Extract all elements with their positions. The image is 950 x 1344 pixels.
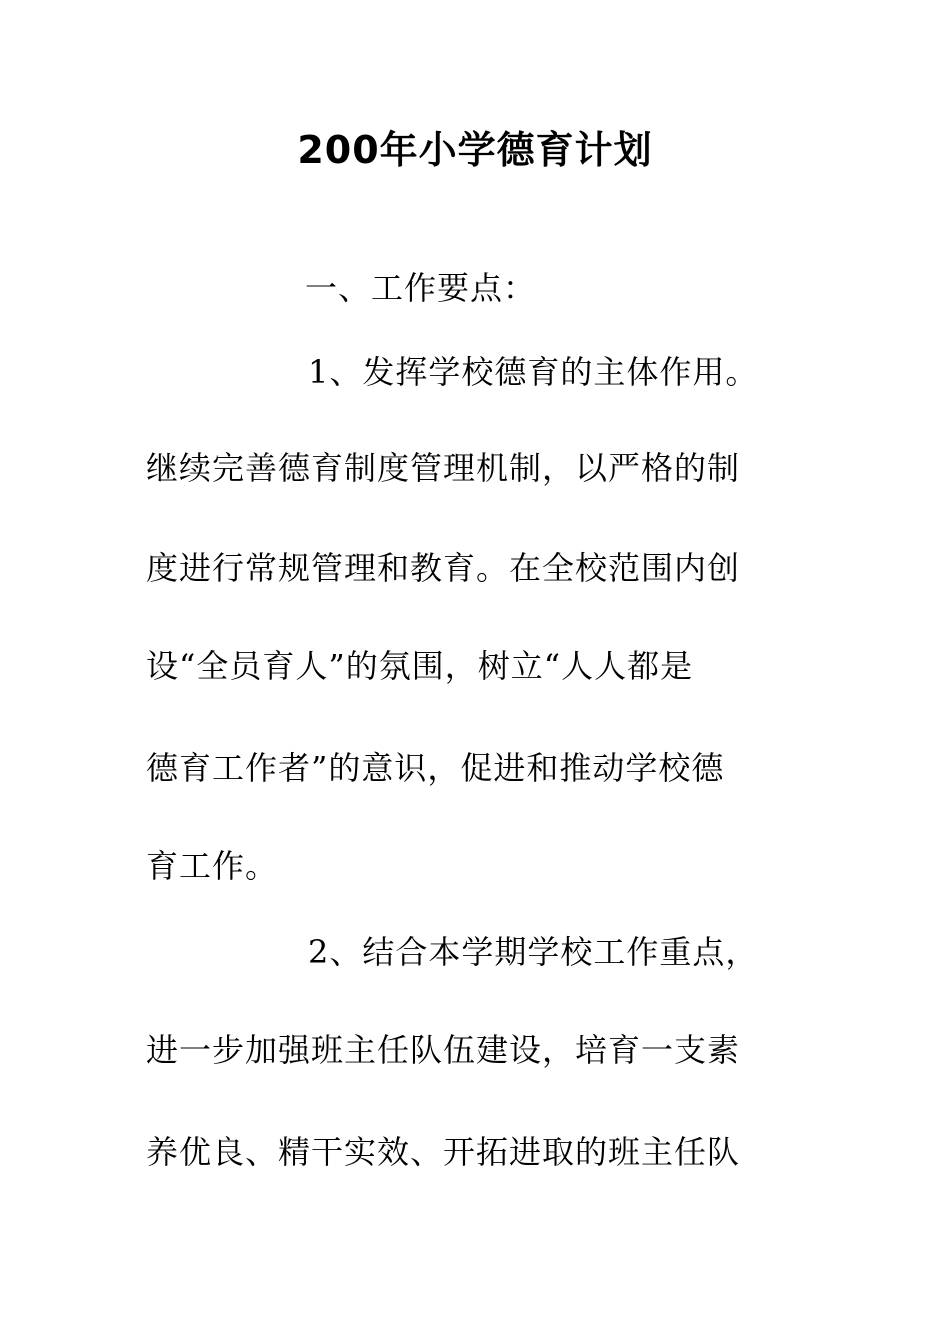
document-title: 200年小学德育计划 — [297, 128, 653, 172]
paragraph-line: 育工作。 — [146, 847, 279, 885]
paragraph-line: 继续完善德育制度管理机制，以严格的制 — [146, 449, 741, 487]
section-heading: 一、工作要点： — [305, 269, 537, 307]
paragraph-line: 度进行常规管理和教育。在全校范围内创 — [146, 549, 741, 587]
paragraph-line: 养优良、精干实效、开拓进取的班主任队 — [146, 1133, 741, 1171]
paragraph-line: 设“全员育人”的氛围，树立“人人都是 — [146, 647, 694, 685]
paragraph-line: 2、结合本学期学校工作重点， — [308, 933, 759, 971]
paragraph-line: 1、发挥学校德育的主体作用。 — [308, 353, 759, 391]
paragraph-line: 德育工作者”的意识，促进和推动学校德 — [146, 749, 725, 787]
paragraph-line: 进一步加强班主任队伍建设，培育一支素 — [146, 1031, 741, 1069]
